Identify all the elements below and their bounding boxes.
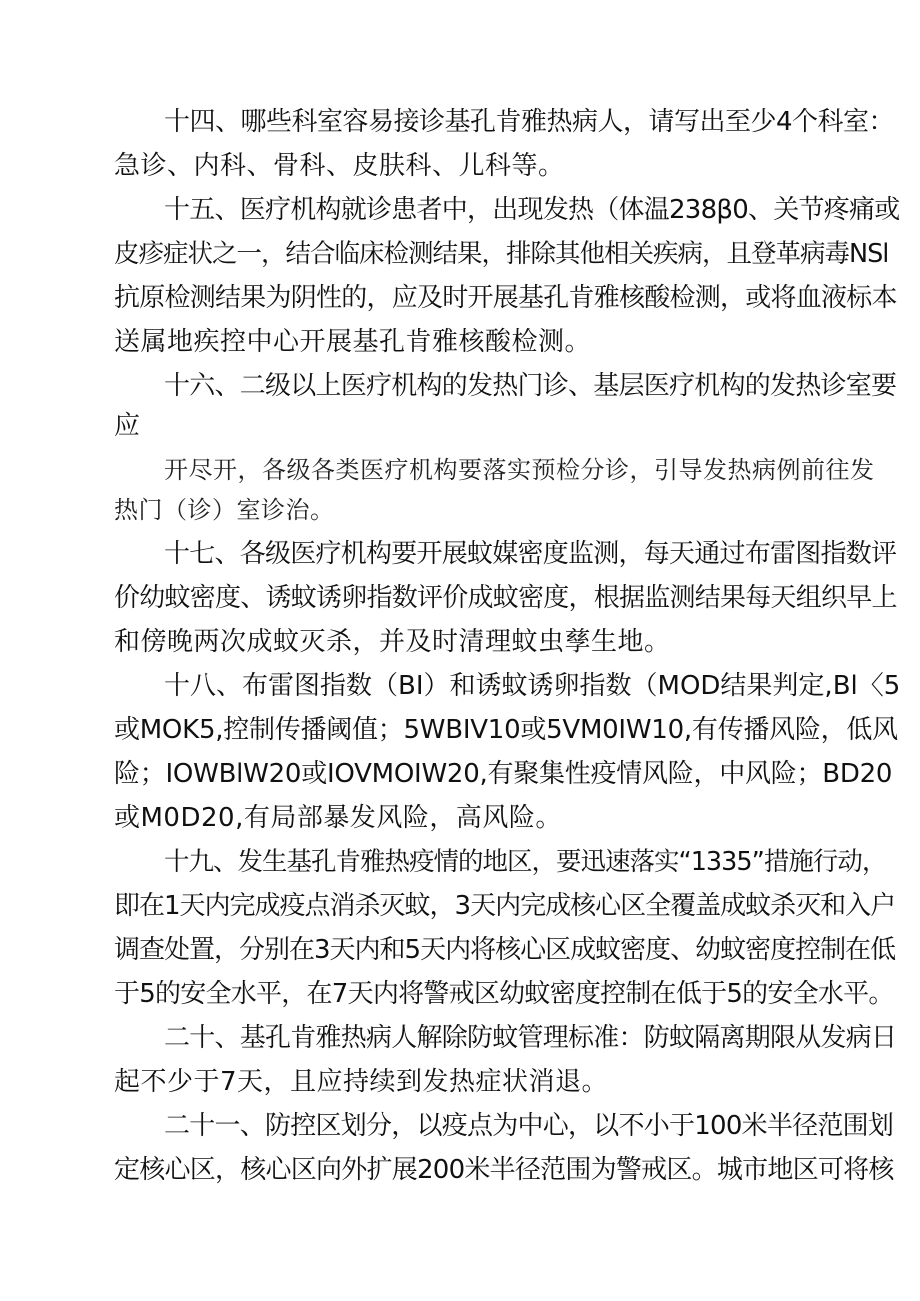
text-line: 十五、医疗机构就诊患者中，出现发热（体温238β0、关节疼痛或 — [164, 195, 900, 225]
text-line: 十八、布雷图指数（BI）和诱蚊诱卵指数（MOD结果判定,Bl〈5 — [164, 671, 901, 701]
text-line: 十九、发生基孔肯雅热疫情的地区，要迅速落实“1335”措施行动， — [164, 847, 887, 877]
text-line: 十七、各级医疗机构要开展蚊媒密度监测，每天通过布雷图指数评 — [164, 539, 897, 569]
text-line: 送属地疾控中心开展基孔肯雅核酸检测。 — [114, 327, 592, 357]
text-line: 和傍晚两次成蚊灭杀，并及时清理蚊虫孳生地。 — [114, 627, 671, 657]
text-line: 开尽开，各级各类医疗机构要落实预检分诊，引导发热病例前往发 — [164, 456, 875, 484]
text-line: 十六、二级以上医疗机构的发热门诊、基层医疗机构的发热诊室要 — [164, 371, 897, 401]
text-line: 定核心区，核心区向外扩展200米半径范围为警戒区。城市地区可将核 — [114, 1155, 894, 1185]
text-line: 调查处置，分别在3天内和5天内将核心区成蚊密度、幼蚊密度控制在低 — [114, 935, 896, 965]
text-line: 应 — [114, 411, 141, 441]
text-line: 二十一、防控区划分，以疫点为中心，以不小于100米半径范围划 — [164, 1111, 894, 1141]
text-line: 即在1天内完成疫点消杀灭蚊，3天内完成核心区全覆盖成蚊杀灭和入户 — [114, 891, 896, 921]
text-line: 险；IOWBlW20或IOVMOIW20,有聚集性疫情风险，中风险；BD20 — [114, 759, 893, 789]
text-line: 十四、哪些科室容易接诊基孔肯雅热病人，请写出至少4个科室： — [164, 107, 895, 137]
text-line: 于5的安全水平，在7天内将警戒区幼蚊密度控制在低于5的安全水平。 — [114, 979, 894, 1009]
text-line: 抗原检测结果为阴性的，应及时开展基孔肯雅核酸检测，或将血液标本 — [114, 283, 897, 313]
text-line: 价幼蚊密度、诱蚊诱卵指数评价成蚊密度，根据监测结果每天组织早上 — [114, 583, 897, 613]
text-line: 起不少于7天，且应持续到发热症状消退。 — [114, 1067, 609, 1097]
text-line: 或M0D20,有局部暴发风险，高风险。 — [114, 803, 562, 833]
text-line: 或MOK5,控制传播阈值；5WBIV10或5VM0IW10,有传播风险，低风 — [114, 715, 898, 745]
text-line: 皮疹症状之一，结合临床检测结果，排除其他相关疾病，且登革病毒NSl — [114, 239, 889, 269]
text-line: 热门（诊）室诊治。 — [114, 496, 335, 524]
text-line: 急诊、内科、骨科、皮肤科、儿科等。 — [114, 151, 565, 181]
text-line: 二十、基孔肯雅热病人解除防蚊管理标准：防蚊隔离期限从发病日 — [164, 1023, 897, 1053]
